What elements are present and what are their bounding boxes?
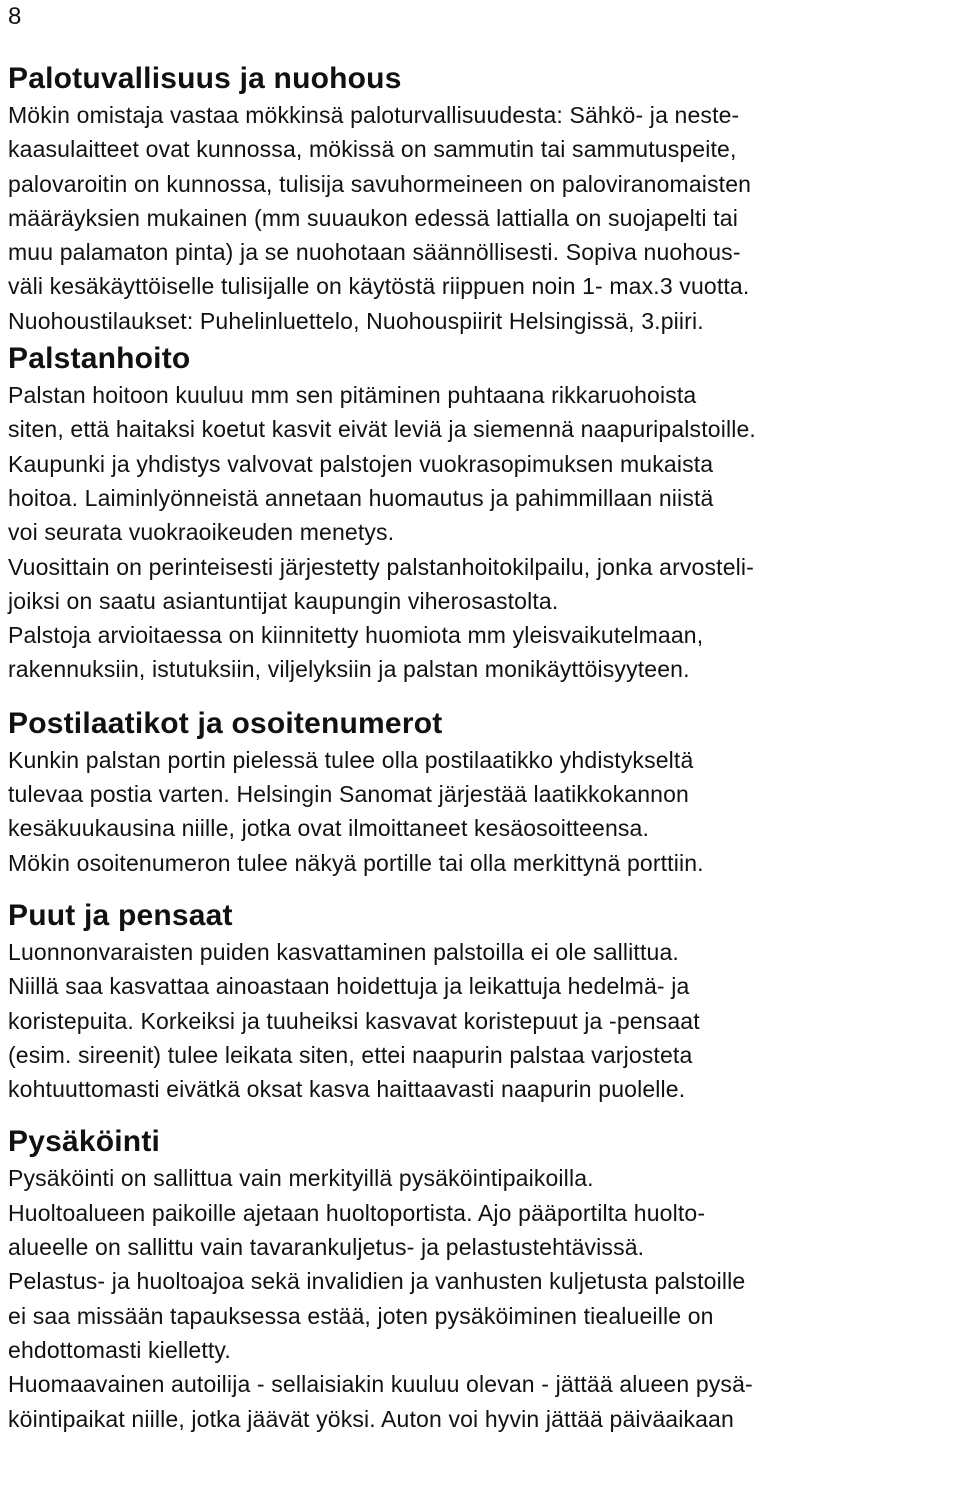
- text-line: Palstan hoitoon kuuluu mm sen pitäminen puhtaana rikkaruohoista: [8, 382, 697, 409]
- text-line: Mökin osoitenumeron tulee näkyä portille tai olla merkittynä porttiin.: [8, 849, 704, 876]
- text-line: Palstoja arvioitaessa on kiinnitetty huomiota mm yleisvaikutelmaan,: [8, 622, 704, 649]
- text-line: kohtuuttomasti eivätkä oksat kasva haittaavasti naapurin puolelle.: [8, 1076, 686, 1103]
- section-heading: Postilaatikot ja osoitenumerot: [8, 706, 443, 740]
- text-line: Nuohoustilaukset: Puhelinluettelo, Nuohouspiirit Helsingissä, 3.piiri.: [8, 307, 704, 334]
- section-heading: Palotuvallisuus ja nuohous: [8, 62, 402, 95]
- text-line: ehdottomasti kielletty.: [8, 1336, 231, 1363]
- text-line: Pysäköinti on sallittua vain merkityillä pysäköintipaikoilla.: [8, 1165, 594, 1192]
- text-line: Kunkin palstan portin pielessä tulee olla postilaatikko yhdistykseltä: [8, 746, 694, 773]
- text-line: Mökin omistaja vastaa mökkinsä paloturvallisuudesta: Sähkö- ja neste-: [8, 102, 740, 128]
- page-number: 8: [8, 3, 22, 30]
- text-line: Huomaavainen autoilija - sellaisiakin kuuluu olevan - jättää alueen pysä-: [8, 1371, 753, 1398]
- text-line: palovaroitin on kunnossa, tulisija savuhormeineen on paloviranomaisten: [8, 170, 752, 197]
- text-line: koristepuita. Korkeiksi ja tuuheiksi kasvavat koristepuut ja -pensaat: [8, 1007, 700, 1034]
- text-line: Vuosittain on perinteisesti järjestetty palstanhoitokilpailu, jonka arvosteli-: [8, 553, 754, 580]
- text-line: Luonnonvaraisten puiden kasvattaminen palstoilla ei ole sallittua.: [8, 938, 679, 965]
- text-line: väli kesäkäyttöiselle tulisijalle on käytöstä riippuen noin 1- max.3 vuotta.: [8, 273, 750, 300]
- section-heading: Palstanhoito: [8, 342, 191, 376]
- section-plot-care: [8, 340, 952, 687]
- text-line: ei saa missään tapauksessa estää, joten pysäköiminen tiealueille on: [8, 1302, 714, 1329]
- text-line: rakennuksiin, istutuksiin, viljelyksiin ja palstan monikäyttöisyyteen.: [8, 656, 690, 683]
- section-paragraph: [8, 98, 952, 338]
- text-line: kaasulaitteet ovat kunnossa, mökissä on sammutin tai sammutuspeite,: [8, 136, 737, 163]
- text-line: Pelastus- ja huoltoajoa sekä invalidien ja vanhusten kuljetusta palstoille: [8, 1268, 746, 1295]
- text-line: kesäkuukausina niille, jotka ovat ilmoittaneet kesäosoitteensa.: [8, 815, 650, 842]
- section-heading: Pysäköinti: [8, 1125, 161, 1159]
- text-line: muu palamaton pinta) ja se nuohotaan säännöllisesti. Sopiva nuohous-: [8, 239, 741, 266]
- section-paragraph: [8, 935, 952, 1106]
- text-line: Niillä saa kasvattaa ainoastaan hoidettuja ja leikattuja hedelmä- ja: [8, 973, 690, 1000]
- text-line: alueelle on sallittu vain tavarankuljetus- ja pelastustehtävissä.: [8, 1234, 645, 1261]
- text-line: Huoltoalueen paikoille ajetaan huoltoportista. Ajo pääportilta huolto-: [8, 1199, 706, 1226]
- section-paragraph: [8, 378, 952, 687]
- section-heading: Puut ja pensaat: [8, 898, 233, 932]
- text-line: voi seurata vuokraoikeuden menetys.: [8, 519, 395, 546]
- document-body: [8, 60, 952, 1436]
- text-line: joiksi on saatu asiantuntijat kaupungin viherosastolta.: [8, 587, 559, 614]
- text-line: Kaupunki ja yhdistys valvovat palstojen vuokrasopimuksen mukaista: [8, 450, 714, 477]
- section-trees-shrubs: [8, 897, 952, 1106]
- text-line: määräyksien mukainen (mm suuaukon edessä lattialla on suojapelti tai: [8, 204, 738, 231]
- section-mailboxes: [8, 705, 952, 880]
- text-line: köintipaikat niille, jotka jäävät yöksi. Auton voi hyvin jättää päiväaikaan: [8, 1405, 734, 1432]
- section-paragraph: [8, 1161, 952, 1435]
- section-paragraph: [8, 743, 952, 880]
- text-line: tulevaa postia varten. Helsingin Sanomat järjestää laatikkokannon: [8, 781, 689, 808]
- text-line: hoitoa. Laiminlyönneistä annetaan huomautus ja pahimmillaan niistä: [8, 484, 714, 511]
- section-parking: [8, 1123, 952, 1435]
- text-line: siten, että haitaksi koetut kasvit eivät leviä ja siemennä naapuripalstoille.: [8, 416, 756, 443]
- text-line: (esim. sireenit) tulee leikata siten, ettei naapurin palstaa varjosteta: [8, 1041, 693, 1068]
- section-fire-safety: [8, 60, 952, 338]
